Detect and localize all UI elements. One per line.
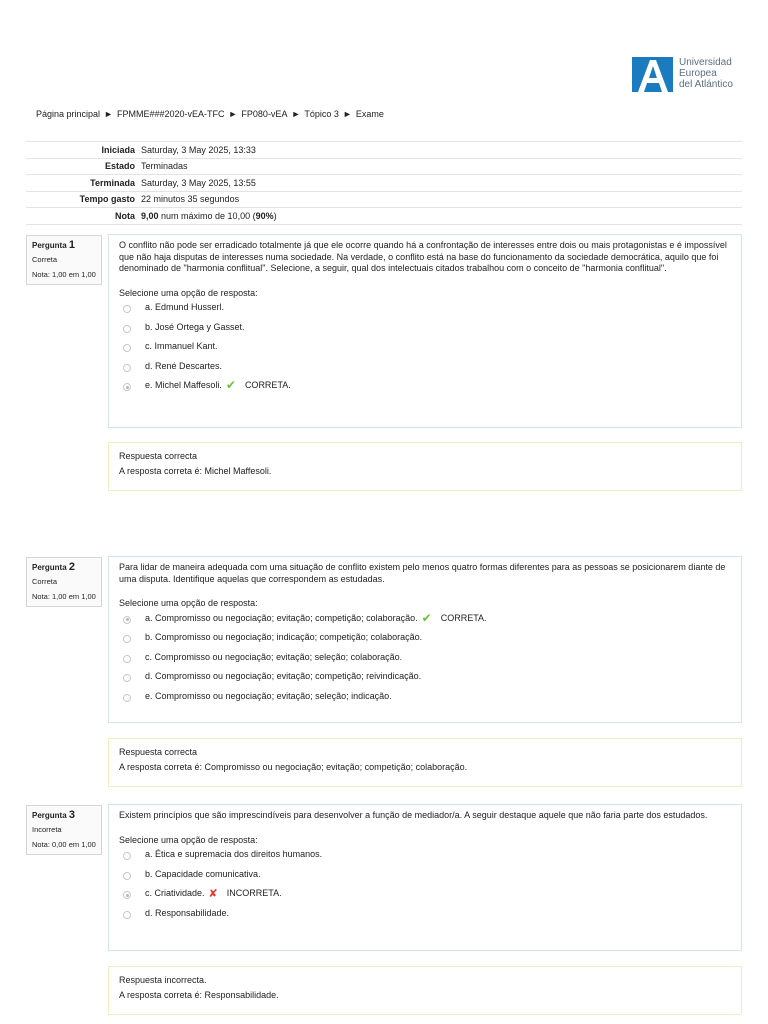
summary-grade-value [139, 208, 742, 225]
question-2-feedback [108, 738, 742, 787]
summary-value: Saturday, 3 May 2025, 13:33 [139, 142, 742, 159]
answer-option-selected[interactable] [119, 608, 731, 628]
answer-option[interactable] [119, 686, 731, 706]
logo-line-2: Europea [679, 68, 717, 79]
breadcrumb-home[interactable]: Página principal [36, 109, 101, 119]
answer-option[interactable] [119, 647, 731, 667]
question-number: Pergunta 1 [32, 239, 76, 251]
university-logo[interactable] [632, 57, 733, 92]
radio-button-selected[interactable] [123, 616, 131, 624]
cross-icon: ✘ [208, 887, 218, 900]
grade-score: 9,00 [141, 210, 159, 221]
question-state: Incorreta [32, 825, 62, 834]
question-state: Correta [32, 577, 58, 586]
option-label: b. Capacidade comunicativa. [145, 868, 261, 879]
question-grade: Nota: 0,00 em 1,00 [32, 840, 96, 849]
feedback-title: Respuesta incorrecta. [119, 975, 207, 985]
question-text: O conflito não pode ser erradicado totalmente já que ele ocorre quando há a confrontação de interesses entre dois ou mais protagonistas e é impossível que não haja disputas de interesses numa sociedade. Na verdade, o conflito está na base do funcionamento da sociedade democrática, aquilo que foi denominado de "harmonia conflitual". Selecione, a seguir, qual dos intelectuais citados trabalhou com o conceito de "harmonia conflitual". [119, 240, 727, 273]
option-label: c. Criatividade. [145, 888, 205, 899]
breadcrumb-module[interactable]: FP080-vEA [241, 109, 288, 119]
summary-value: Terminadas [139, 158, 742, 175]
breadcrumb-separator-icon: ► [228, 109, 238, 119]
summary-value: 22 minutos 35 segundos [139, 191, 742, 208]
question-number: Pergunta 2 [32, 561, 76, 573]
answer-prompt: Selecione uma opção de resposta: [119, 287, 258, 298]
grade-max: num máximo de 10,00 ( [158, 210, 256, 221]
logo-a-icon [632, 57, 673, 92]
answer-verdict: CORRETA. [244, 380, 291, 391]
answer-prompt: Selecione uma opção de resposta: [119, 834, 258, 845]
answer-verdict: INCORRETA. [226, 888, 282, 899]
summary-value: Saturday, 3 May 2025, 13:55 [139, 175, 742, 192]
radio-button[interactable] [123, 852, 131, 860]
summary-label: Estado [26, 158, 139, 175]
radio-button[interactable] [123, 364, 131, 372]
breadcrumb-topic[interactable]: Tópico 3 [304, 109, 339, 119]
summary-label: Tempo gasto [26, 191, 139, 208]
breadcrumb-separator-icon: ► [104, 109, 113, 119]
answer-option[interactable] [119, 298, 731, 318]
answer-option[interactable] [119, 667, 731, 687]
question-text: Existem princípios que são imprescindíveis para desenvolver a função de mediador/a. A seguir destaque aquele que não faria parte dos estudados. [119, 810, 708, 820]
breadcrumb-exam[interactable]: Exame [355, 109, 384, 119]
question-2-info [26, 557, 102, 607]
summary-label: Nota [26, 208, 139, 225]
radio-button[interactable] [123, 872, 131, 880]
radio-button[interactable] [123, 694, 131, 702]
radio-button[interactable] [123, 911, 131, 919]
option-label: d. Responsabilidade. [145, 907, 230, 918]
question-3-info [26, 805, 102, 855]
question-1-info [26, 235, 102, 285]
option-label: a. Compromisso ou negociação; evitação; competição; colaboração. [145, 612, 418, 623]
summary-row [26, 175, 742, 192]
answer-option[interactable] [119, 628, 731, 648]
checkmark-icon: ✔ [421, 610, 432, 625]
answer-prompt: Selecione uma opção de resposta: [119, 598, 258, 608]
answer-option[interactable] [119, 337, 731, 357]
question-number: Pergunta 3 [32, 809, 76, 821]
option-label: d. Compromisso ou negociação; evitação; competição; reivindicação. [145, 671, 422, 682]
feedback-title: Respuesta correcta [119, 451, 198, 461]
question-1-content [108, 234, 742, 428]
radio-button[interactable] [123, 655, 131, 663]
question-state: Correta [32, 255, 58, 264]
feedback-title: Respuesta correcta [119, 747, 198, 757]
answer-option-selected[interactable] [119, 376, 731, 396]
option-label: a. Edmund Husserl. [145, 302, 225, 313]
grade-close: ) [273, 210, 277, 221]
summary-row-grade [26, 208, 742, 225]
question-text: Para lidar de maneira adequada com uma situação de conflito existem pelo menos quatro formas diferentes para as pessoas se posicionarem diante de uma disputa. Identifique aquelas que correspondem as estudadas. [119, 562, 726, 584]
radio-button[interactable] [123, 635, 131, 643]
attempt-summary-table [26, 141, 742, 225]
radio-button[interactable] [123, 674, 131, 682]
breadcrumb [36, 109, 384, 119]
answer-option[interactable] [119, 903, 731, 923]
answer-option[interactable] [119, 864, 731, 884]
breadcrumb-course[interactable]: FPMME###2020-vEA-TFC [116, 109, 225, 119]
breadcrumb-separator-icon: ► [342, 109, 352, 119]
option-label: d. René Descartes. [145, 360, 223, 371]
summary-label: Terminada [26, 175, 139, 192]
feedback-right-answer: A resposta correta é: Responsabilidade. [119, 990, 279, 1000]
logo-line-3: del Atlántico [679, 79, 733, 90]
question-3-feedback [108, 966, 742, 1015]
summary-row [26, 142, 742, 159]
summary-row [26, 191, 742, 208]
answer-option[interactable] [119, 845, 731, 865]
feedback-right-answer: A resposta correta é: Compromisso ou negociação; evitação; competição; colaboração. [119, 762, 468, 772]
radio-button[interactable] [123, 305, 131, 313]
answer-verdict: CORRETA. [440, 612, 487, 623]
answer-option[interactable] [119, 356, 731, 376]
option-label: c. Compromisso ou negociação; evitação; seleção; colaboração. [145, 651, 403, 662]
option-label: b. Compromisso ou negociação; indicação; competição; colaboração. [145, 632, 423, 643]
option-label: e. Compromisso ou negociação; evitação; seleção; indicação. [145, 690, 392, 701]
question-1-feedback [108, 442, 742, 491]
question-grade: Nota: 1,00 em 1,00 [32, 270, 96, 279]
option-label: e. Michel Maffesoli. [145, 380, 222, 391]
radio-button-selected[interactable] [123, 383, 131, 391]
option-label: c. Immanuel Kant. [145, 341, 218, 352]
option-label: b. José Ortega y Gasset. [145, 321, 245, 332]
radio-button[interactable] [123, 325, 131, 333]
grade-percent: 90% [255, 210, 274, 221]
answer-option[interactable] [119, 317, 731, 337]
logo-line-1: Universidad [679, 57, 732, 68]
option-label: a. Ética e supremacia dos direitos humanos. [145, 849, 323, 860]
question-2-content [108, 556, 742, 723]
summary-row [26, 158, 742, 175]
breadcrumb-separator-icon: ► [291, 109, 301, 119]
question-3-content [108, 804, 742, 951]
logo-text [679, 57, 733, 90]
summary-label: Iniciada [26, 142, 139, 159]
question-grade: Nota: 1,00 em 1,00 [32, 592, 96, 601]
checkmark-icon: ✔ [225, 378, 236, 393]
radio-button-selected[interactable] [123, 891, 131, 899]
feedback-right-answer: A resposta correta é: Michel Maffesoli. [119, 466, 272, 476]
answer-option-selected[interactable] [119, 884, 731, 904]
radio-button[interactable] [123, 344, 131, 352]
